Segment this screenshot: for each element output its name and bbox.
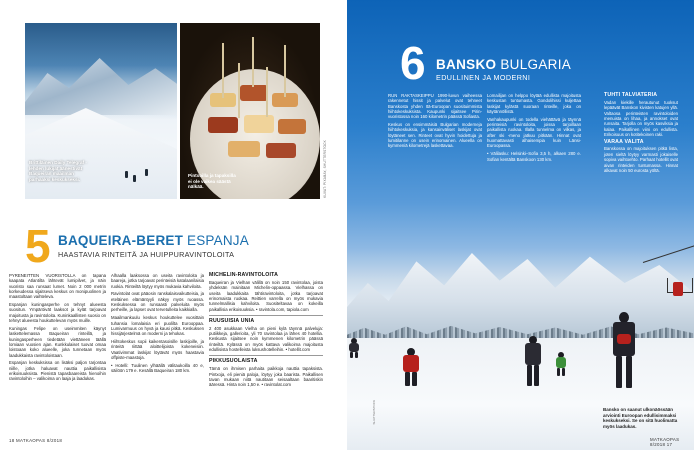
paragraph: RUN RAKTASKEIPPU 1990-luvun vaiheessa rakennetut hissit ja palvelut ovat tehneet Banskosta yhden Itä-Euroopan suosituimmista hiihtokeskuksista. Kaupunki sijaitsee Pirin-vuoristossa noin 160 kilometrin päässä Sofiasta.: [388, 93, 482, 120]
page-folio: MATKAOPAS 8/2018 17: [650, 437, 680, 447]
photo-caption: Brittiläinen Daily Telegraf -lehden lukijat äänestivät Baqueiran maailman parhaaksi keskukseksi.: [29, 160, 87, 182]
skier-figure: [523, 336, 543, 388]
paragraph: Baqueiran ja Vielhan välillä on noin 150 ravintolaa, joista yhdeksän mainitaan Michelin-oppaassa. Vielhassa on useita laadukkaita tähtiravintoloita, jotka tarjoavat erinomaista ruokaa. Reittien varrella on myös mukavia tunnelmallisia kahviloita. Suositeltavaa on kokeilla paikallisia erikoisuuksia. • ravintola.com, tapiola.com: [209, 279, 323, 312]
paragraph: 2 400 asukkaan Vielha on pieni kylä täynnä palveluja: putiikkeja, gallerioita, yli 70 ravintolaa ja lähes 40 hotellia. Keskusta sijaitsee noin kymmenen kilometrin päässä rinteiltä. Kylässä on myös kattava valikoima majoitusta edullisista hostelleista luksushotelleihin. • hotellit.com: [209, 325, 323, 353]
paragraph: Alhaalla laaksossa on useita ravintoloita ja baareja, jotka tarjoavat perinteisiä katalaanilaisia ruokia. Rinteiltä löytyy myös mukavia kahviloita.: [111, 273, 204, 289]
ranking-number: 5: [25, 220, 51, 272]
paragraph: Lomailijan on helppo löytää edullista majoitusta keskustan tuntumasta. Gondolihissi kuljettaa laskijat kylästä suoraan rinteille, joka on käytännöllistä.: [487, 93, 581, 115]
paragraph: Hiihtokeskus sopii kaikentasoisille laskijoille, ja rinteitä riittää aloittelijoista kokeneisiin. Vaativimmat laskijat löytävät myös haastavia offpiste-maastoja.: [111, 338, 204, 360]
skier-figure: [349, 338, 359, 358]
text-column-1: [9, 273, 106, 384]
paragraph: PYRENEITTEN VUORISTOLLA on tapana kaapata Atlantilta lähtevät lumipilvet, ja näin vuoristo saa runsaat lumet. Noin 2 000 metrin korkeudessa sijaitseva keskus on monipuolinen ja maastoltaan vaihteleva.: [9, 273, 106, 300]
paragraph: • Välilasku: Helsinki–Sofia 3,5 h, alkaen 280 e. Sofian kentältä Banskoon 130 km.: [487, 151, 581, 162]
section-heading: TUHTI TALVIATERIA: [604, 92, 658, 98]
paragraph: Ravintolat ovat pääosin ranskalaisvaikutteisia, ja eteläinen elämäntyyli näkyy myös ruoassa. Keskuksessa on runsaasti palveluita myös perheille, ja lapset ovat tervetulleita kaikkialla.: [111, 291, 204, 313]
paragraph: Vadan kiekille herautunut tuoksut lepäävät Banskon kivisten katujen yllä. Valtaosa perinteisten ravintoloiden menuista on lihaa, ja annokset ovat runsaita. Tarjolla on myös kasviksia ja kalaa. Paikallinen viini on edullista. Erikoisuus on kotitekoinen raki.: [604, 99, 678, 137]
text-column-1: [388, 93, 482, 151]
article-title: [436, 57, 571, 72]
paragraph: Banskossa on majoituksen pitkä lista, joten sieltä löytyy varmasti jokaiselle sopiva vaihtoehto. Parhaat hotellit ovat aivan rinteiden tuntumassa. Hinnat alkavat noin 50 eurosta yöltä.: [604, 146, 678, 173]
skier-figure: [125, 171, 128, 178]
skier-figure: [609, 312, 639, 392]
article-subtitle: EDULLINEN JA MODERNI: [436, 73, 531, 82]
title-place: BAQUEIRA-BERET: [58, 233, 184, 248]
paragraph: • Hotelli: Tuulinen ylhäällä välitaukoilla 40 e, säilöön 179 e. Kesällä Baqueiran 180 km.: [111, 362, 204, 374]
divider: [209, 315, 323, 316]
skier-figure: [145, 169, 148, 176]
paragraph: Kuningas Felipe on useimmiten käynyt laskettelemassa Baqueiran rinteillä, ja kuningasperheen tiedetään viettäneen täällä lomiaan vuosien ajan. Kunkkulaiset tuovat omaa loistoaan koko alueelle, joka tunnetaan myös laadukkaista ravintoloistaan.: [9, 325, 106, 358]
paragraph: Tämä on ihmisen parhaita paikkoja nauttia tapaksista. Pintxoja, eli pieniä paloja, löytyy joka baarista. Paikallisen tavan mukaan niitä nautitaan seisaaltaan baaritiskin ääressä. Hinta noin 1,50 e. • ravintolat.com: [209, 366, 323, 388]
right-page: [347, 0, 694, 450]
title-country: ESPANJA: [187, 233, 249, 248]
section-heading: VARAA VALITA: [604, 138, 644, 145]
divider: [209, 355, 323, 356]
paragraph: Keskus on ensimmäisiä Bulgarian moderneja hiihtokeskuksia, ja kansainväliset laskijat ovat löytäneet sen. Rinteet ovat hyvin hoidettuja ja lumitilanne on usein erinomainen. Alueella on kymmeniä kilometrejä laskettavaa.: [388, 122, 482, 149]
title-place: BANSKO: [436, 57, 497, 72]
article-subtitle: HAASTAVIA RINTEITÄ JA HUIPPURAVINTOLOITA: [58, 250, 235, 259]
paragraph: Espanjan keskuksissa on lisäksi paljon tarjontaa niille, jotka haluavat nauttia paikallisista erikoisuuksista. Pienistä tapasbaareista hienoihin ravintoloihin – valikoima on laaja ja laadukas.: [9, 360, 106, 382]
text-column-3: [604, 93, 678, 176]
title-country: BULGARIA: [500, 57, 572, 72]
ranking-number: 6: [400, 37, 426, 89]
skier-figure: [555, 352, 567, 376]
snow-slope: [347, 338, 694, 450]
ski-slope-photo: [25, 23, 177, 199]
text-column-2: [487, 93, 581, 164]
chairlift: [643, 250, 694, 310]
section-heading: RUUSUISIA UNIA: [209, 317, 255, 324]
section-heading: PIKKUSUOLAISTA: [209, 358, 258, 365]
photo-credit: SHUTTERSTOCK: [372, 400, 376, 425]
pintxos-photo: [180, 23, 320, 199]
text-column-3: [209, 273, 323, 390]
skier-figure: [401, 348, 421, 388]
skier-figure: [133, 175, 136, 182]
section-heading: MICHELIN-RAVINTOLOITA: [209, 272, 279, 278]
article-title: [58, 233, 249, 248]
page-folio: 18 MATKAOPAS 8/2018: [9, 438, 63, 443]
paragraph: Maailmankuulu keskus houkuttelee vuosittain tuhansia lomalaisia eri puolilta Eurooppaa. Lumivarmuus on hyvä ja kausi pitkä. Keskuksen hissijärjestelmä on moderni ja tehokas.: [111, 315, 204, 337]
photo-caption: Bansko on saanut ulkonäössään arviointi Euroopan edullisimmaksi keskukseksi. Se on sitä huolimatta myös laadukas.: [603, 407, 678, 429]
text-column-2: [111, 273, 204, 376]
paragraph: Espanjan kuningasperhe on tehnyt alueesta suositun. Ympäröivät laaksot ja kylät tarjoavat majoitusta ja ravintoloita. Kuninkaallisten suosio on tehnyt alueesta houkuttelevan myös muille.: [9, 302, 106, 324]
photo-caption: Pintxoilla ja tapaksilla ei ole vaikea säästä nälkää.: [188, 173, 236, 190]
photo-credit: KUVAT: PIXABAY, SHUTTERSTOCK: [323, 140, 327, 198]
paragraph: Vanhakaupunki on todella viehättävä ja täynnä perinteisiä ravintoloita, joissa tarjoillaan paikallista ruokaa. Illalla tunnelma on vilkas, ja after ski -meno jatkuu pitkään. Hinnat ovat huomattavasti alhaisempia kuin Länsi-Euroopassa.: [487, 116, 581, 149]
